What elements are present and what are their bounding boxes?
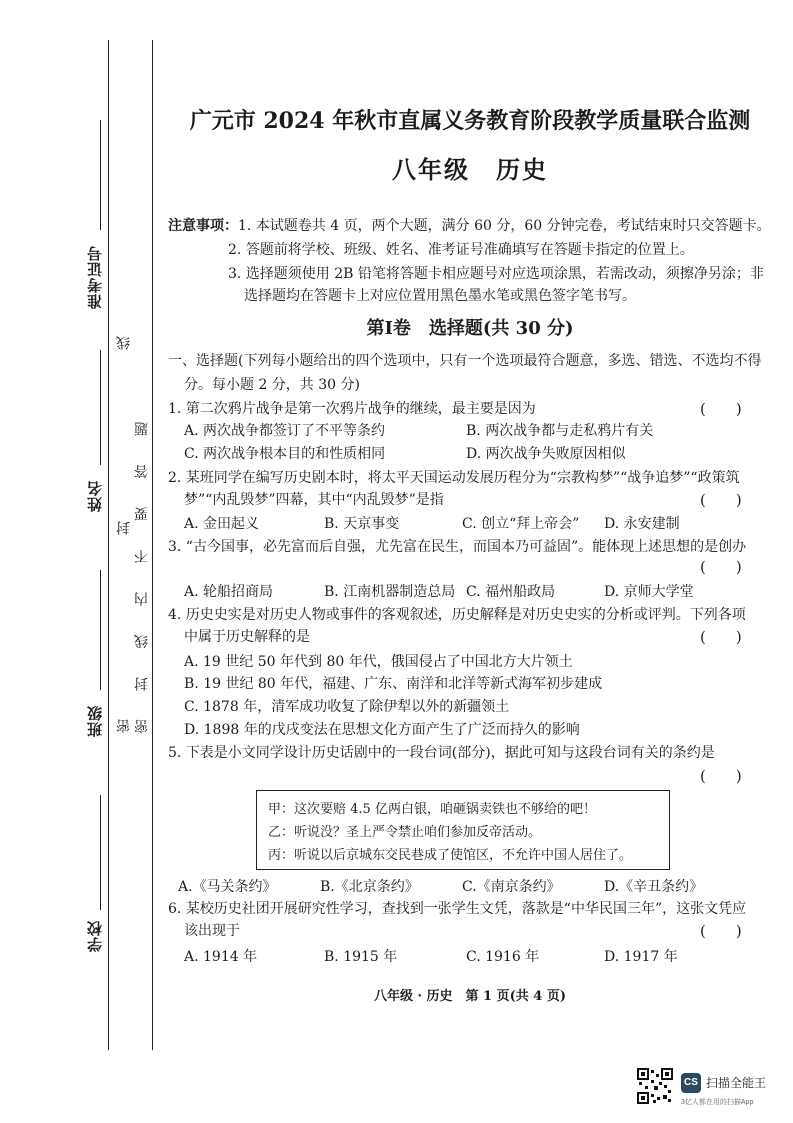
section-instruction: 分。每小题 2 分，共 30 分) xyxy=(184,377,360,393)
class-label: 班级 xyxy=(86,705,104,737)
notice-item: 1. 本试题卷共 4 页，两个大题，满分 60 分，60 分钟完卷，考试结束时只交答题卡。 xyxy=(238,218,771,234)
exam-title: 广元市 2024 年秋市直属义务教育阶段教学质量联合监测 xyxy=(189,108,751,134)
exam-number-label: 准考证号 xyxy=(86,245,104,309)
section-instruction: 一、选择题(下列每小题给出的四个选项中，只有一个选项最符合题意，多选、错选、不选均不得 xyxy=(168,353,762,369)
name-blank xyxy=(100,350,101,465)
q2-option-a: A. 金田起义 xyxy=(184,516,260,532)
question-4-stem: 中属于历史解释的是 xyxy=(184,629,310,645)
scanner-logo: CS xyxy=(681,1073,701,1093)
q5-option-a: A.《马关条约》 xyxy=(178,879,277,895)
q2-option-d: D. 永安建制 xyxy=(604,516,680,532)
q5-option-c: C.《南京条约》 xyxy=(462,879,561,895)
name-label: 姓名 xyxy=(86,480,104,512)
question-4-stem: 4. 历史史实是对历史人物或事件的客观叙述，历史解释是对历史史实的分析或评判。下列各项 xyxy=(168,607,746,623)
dialogue-line: 甲：这次要赔 4.5 亿两白银，咱砸锅卖铁也不够给的吧！ xyxy=(268,802,596,817)
question-3-stem: 3. “古今国事，必先富而后自强，尤先富在民生，而国本乃可益固”。能体现上述思想的是创办 xyxy=(168,539,747,555)
q6-option-c: C. 1916 年 xyxy=(466,949,540,965)
exam-number-blank xyxy=(100,120,101,230)
school-blank xyxy=(100,795,101,910)
q5-option-b: B.《北京条约》 xyxy=(320,879,419,895)
seal-note: 密 封 线 内 不 要 答 题 xyxy=(134,410,150,734)
seal-word-secret: 密 xyxy=(116,718,132,733)
seal-word-seal: 封 xyxy=(116,520,132,535)
answer-paren: ( ) xyxy=(700,922,742,940)
question-2-stem: 2. 某班同学在编写历史剧本时，将太平天国运动发展历程分为“宗教构梦”“战争追梦”“政策筑 xyxy=(168,470,740,486)
q1-option-d: D. 两次战争失败原因相似 xyxy=(466,446,626,462)
q4-option-b: B. 19 世纪 80 年代，福建、广东、南洋和北洋等新式海军初步建成 xyxy=(184,676,603,692)
answer-paren: ( ) xyxy=(700,491,742,509)
q3-option-d: D. 京师大学堂 xyxy=(604,584,694,600)
q1-option-b: B. 两次战争都与走私鸦片有关 xyxy=(466,423,654,439)
question-1-stem: 1. 第二次鸦片战争是第一次鸦片战争的继续，最主要是因为 xyxy=(168,401,536,417)
answer-paren: ( ) xyxy=(700,767,742,785)
answer-paren: ( ) xyxy=(700,400,742,418)
school-label: 学校 xyxy=(86,920,104,952)
q6-option-d: D. 1917 年 xyxy=(604,949,678,965)
q3-option-c: C. 福州船政局 xyxy=(466,584,556,600)
notice-line-1 xyxy=(168,215,771,235)
notice-item: 3. 选择题须使用 2B 铅笔将答题卡相应题号对应选项涂黑，若需改动，须擦净另涂；非 xyxy=(228,266,764,282)
question-6-stem: 该出现于 xyxy=(184,923,240,939)
qr-code-icon xyxy=(637,1068,673,1104)
section-title: 第Ⅰ卷 选择题(共 30 分) xyxy=(366,318,574,339)
notice-label: 注意事项： xyxy=(168,218,238,234)
seal-word-line: 线 xyxy=(116,335,132,350)
question-2-stem: 梦”“内乱毁梦”四幕，其中“内乱毁梦”是指 xyxy=(184,492,444,508)
exam-subtitle: 八年级 历史 xyxy=(392,155,548,184)
q4-option-d: D. 1898 年的戊戌变法在思想文化方面产生了广泛而持久的影响 xyxy=(184,722,580,738)
q1-option-c: C. 两次战争根本目的和性质相同 xyxy=(184,446,386,462)
dialogue-line: 丙：听说以后京城东交民巷成了使馆区，不允许中国人居住了。 xyxy=(268,848,633,863)
binding-line-inner xyxy=(152,40,153,1050)
notice-item: 选择题均在答题卡上对应位置用黑色墨水笔或黑色签字笔书写。 xyxy=(244,288,636,304)
dialogue-line: 乙：听说没？圣上严令禁止咱们参加反帝活动。 xyxy=(268,825,542,840)
q6-option-a: A. 1914 年 xyxy=(184,949,258,965)
q2-option-b: B. 天京事变 xyxy=(324,516,400,532)
q5-option-d: D.《辛丑条约》 xyxy=(604,879,704,895)
notice-item: 2. 答题前将学校、班级、姓名、准考证号准确填写在答题卡指定的位置上。 xyxy=(228,242,694,258)
q4-option-a: A. 19 世纪 50 年代到 80 年代，俄国侵占了中国北方大片领土 xyxy=(184,654,573,670)
question-5-stem: 5. 下表是小文同学设计历史话剧中的一段台词(部分)，据此可知与这段台词有关的条约是 xyxy=(168,745,715,761)
class-blank xyxy=(100,570,101,690)
question-6-stem: 6. 某校历史社团开展研究性学习，查找到一张学生文凭，落款是“中华民国三年”，这张文凭应 xyxy=(168,901,747,917)
q1-option-a: A. 两次战争都签订了不平等条约 xyxy=(184,423,386,439)
q3-option-a: A. 轮船招商局 xyxy=(184,584,274,600)
scanner-app-name: 扫描全能王 xyxy=(706,1076,767,1090)
q6-option-b: B. 1915 年 xyxy=(324,949,398,965)
q2-option-c: C. 创立“拜上帝会” xyxy=(462,516,580,532)
q3-option-b: B. 江南机器制造总局 xyxy=(324,584,456,600)
q4-option-c: C. 1878 年，清军成功收复了除伊犁以外的新疆领土 xyxy=(184,699,510,715)
scanner-tagline: 3亿人都在用的扫描App xyxy=(681,1099,754,1106)
binding-line-outer xyxy=(108,40,109,1050)
page-footer: 八年级 · 历史 第 1 页(共 4 页) xyxy=(373,989,567,1004)
answer-paren: ( ) xyxy=(700,558,742,576)
answer-paren: ( ) xyxy=(700,628,742,646)
